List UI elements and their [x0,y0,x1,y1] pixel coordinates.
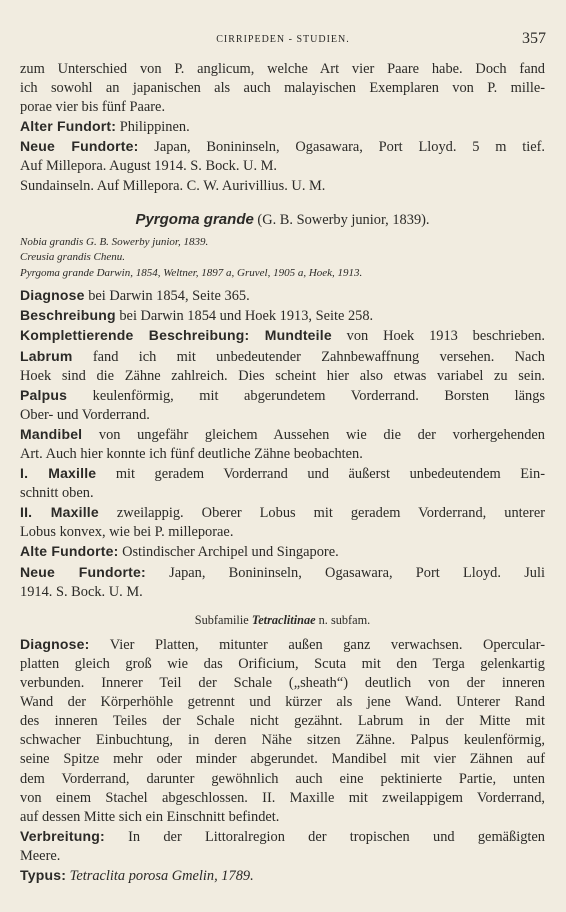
section-heading: Verbreitung: [20,827,105,844]
text-line [20,635,545,655]
text-line: schwacher Einbuchtung, in deren Nähe sitzen Zähne. Palpus keulenförmig, [20,732,545,749]
text-span: In der Littoralregion der tropischen und gemäßigten [104,828,545,845]
text-line: Ober- und Vorderrand. [20,406,150,423]
text-span: mit geradem Vorderrand und äußerst unbedeutendem Ein- [96,466,545,483]
text-line [20,425,545,445]
section-heading: Alte Fundorte: [20,543,119,560]
synonym-line: Creusia grandis Chenu. [20,251,126,264]
main-text [20,60,545,886]
text-span: Philippinen. [116,119,190,136]
text-line: 1914. S. Bock. U. M. [20,583,143,600]
text-line: Lobus konvex, wie bei P. milleporae. [20,524,234,541]
text-line [20,827,545,847]
text-line: ich sowohl an japanischen als auch malayischen Exemplaren von P. mille- [20,80,545,97]
text-line [20,326,545,346]
section-heading: Alter Fundort: [20,118,117,135]
section-heading: Diagnose: [20,635,90,652]
running-header [20,30,546,48]
text-span: von ungefähr gleichem Aussehen wie die der vorhergehenden [82,426,545,443]
text-line [20,347,545,367]
text-line [20,464,545,484]
text-span: zweilappig. Oberer Lobus mit geradem Vorderrand, unterer [98,505,546,522]
text-line: schnitt oben. [20,485,94,502]
page-number: 357 [522,30,546,47]
text-line: Hoek sind die Zähne zahlreich. Dies scheint hier also etwas variabel zu sein. [20,367,545,384]
text-line: Sundainseln. Auf Millepora. C. W. Aurivillius. U. M. [20,177,326,194]
section-heading: Komplettierende Beschreibung: Mundteile [20,327,332,344]
subfamily-name: Tetraclitinae [251,612,316,627]
text-span: Japan, Bonininseln, Ogasawara, Port Lloyd. 5 m tief. [138,139,545,156]
text-span: von Hoek 1913 beschrieben. [331,328,545,345]
subfamily-title [20,611,545,630]
text-span: fand ich mit unbedeutender Zahnbewaffnung versehen. Nach [72,348,545,365]
text-line [20,137,545,157]
synonym-line: Pyrgoma grande Darwin, 1854, Weltner, 1897 a, Gruvel, 1905 a, Hoek, 1913. [20,266,363,279]
text-span: Subfamilie [194,612,252,627]
text-line [20,503,545,523]
text-line [20,866,545,886]
text-line: verbunden. Innerer Teil der Schale („sheath“) deutlich von der inneren [20,675,545,692]
text-line [20,542,545,562]
text-line: porae vier bis fünf Paare. [20,99,166,116]
section-heading: Labrum [20,347,73,364]
text-line [20,286,545,306]
text-span: n. subfam. [315,612,371,627]
text-line: seine Spitze mehr oder minder abgerundet. Mandibel mit vier Zähnen auf [20,751,545,768]
text-span: Tetraclita porosa Gmelin, 1789. [66,867,254,884]
text-line [20,563,545,583]
section-heading: Neue Fundorte: [20,563,146,580]
text-line: Art. Auch hier konnte ich fünf deutliche Zähne beobachten. [20,446,363,462]
text-line: zum Unterschied von P. anglicum, welche Art vier Paare habe. Doch fand [20,61,545,77]
text-line: auf dessen Mitte sich ein Einschnitt befindet. [20,808,280,825]
section-heading: II. Maxille [20,504,99,521]
text-line [20,117,545,137]
text-span: bei Darwin 1854, Seite 365. [84,288,250,305]
synonym-line: Nobia grandis G. B. Sowerby junior, 1839. [20,235,209,248]
section-heading: Mandibel [20,425,83,442]
section-heading: Typus: [20,866,67,883]
section-heading: Palpus [20,386,68,403]
running-title: CIRRIPEDEN - STUDIEN. [216,34,350,45]
text-line [20,386,545,406]
text-line: platten gleich groß wie das Orificium, Scuta mit den Terga gelenkartig [20,655,545,672]
text-span: keulenförmig, mit abgerundetem Vorderrand. Borsten längs [67,387,545,404]
text-line: von einem Stachel abgeschlossen. II. Maxille mit zweilappigem Vorderrand, [20,789,545,806]
text-span: Ostindischer Archipel und Singapore. [118,544,339,561]
text-span: Japan, Bonininseln, Ogasawara, Port Lloyd. Juli [145,564,545,581]
species-name: Pyrgoma grande [135,210,254,228]
text-line: Meere. [20,847,61,864]
species-authority: (G. B. Sowerby junior, 1839). [253,211,430,228]
text-line: dem Vorderrand, darunter gewöhnlich auch eine pektinierte Partie, unten [20,770,545,787]
section-heading: Diagnose [20,287,85,304]
text-line [20,306,545,326]
text-span: Vier Platten, mitunter außen ganz verwachsen. Opercular- [89,636,545,653]
species-title [20,210,545,230]
text-line: Wand der Körperhöhle getrennt und kürzer als jene Wand. Unterer Rand [20,694,545,711]
text-line: Auf Millepora. August 1914. S. Bock. U. M. [20,158,278,175]
text-line: des inneren Teiles der Schale nicht gezähnt. Labrum in der Mitte mit [20,713,545,730]
section-heading: Beschreibung [20,307,116,324]
section-heading: Neue Fundorte: [20,138,139,155]
section-heading: I. Maxille [20,465,97,482]
text-span: bei Darwin 1854 und Hoek 1913, Seite 258. [115,308,374,325]
